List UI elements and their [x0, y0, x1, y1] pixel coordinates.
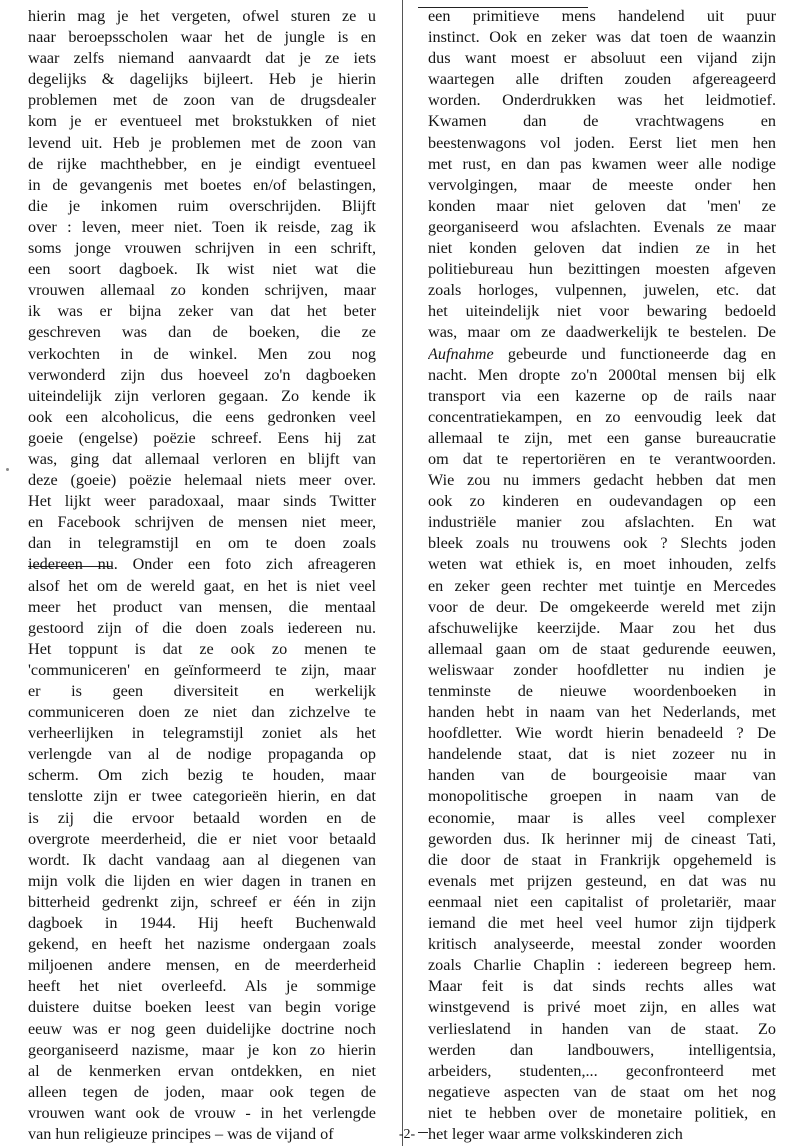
text-line: die je inkomen ruim overschrijden. Blijft: [28, 196, 376, 215]
text-line: naar beroepsscholen waar het de jungle is en: [28, 28, 376, 47]
text-line: verheerlijken in telegramstijl zoniet als het: [28, 724, 376, 743]
text-line: geworden dus. Ik herinner mij de cineast Tati,: [428, 829, 776, 848]
text-line: geschreven was dan de boeken, die ze: [28, 323, 376, 342]
text-line: het uiteindelijk niet voor bewaring bedoeld: [428, 302, 776, 321]
text-line: gestoord zijn of die doen zoals iedereen nu.: [28, 618, 376, 637]
text-line: communiceren doen ze niet dan zichzelve te: [28, 703, 376, 722]
text-line: concentratiekampen, en zo eenvoudig leek dat: [428, 407, 776, 426]
text-line: arbeiders, studenten,... geconfronteerd met: [428, 1061, 776, 1080]
text-line: dagboek in 1944. Hij heeft Buchenwald: [28, 914, 376, 933]
page-number: -2-: [398, 1127, 416, 1142]
text-line: Wie zou nu immers gedacht hebben dat men: [428, 471, 776, 490]
text-line: dus want moest er absoluut een vijand zijn: [428, 49, 776, 68]
text-line: vrouwen allemaal zo konden schrijven, maar: [28, 281, 376, 300]
text-line: scherm. Om zich bezig te houden, maar: [28, 766, 376, 785]
right-text-column: [428, 6, 776, 1145]
text-line: over : leven, meer niet. Toen ik reisde, zag ik: [28, 217, 376, 236]
text-line: hierin mag je het vergeten, ofwel sturen ze u: [28, 7, 376, 25]
text-line: weliswaar zonder hoofdletter nu indien je: [428, 660, 776, 679]
text-line: een soort dagboek. Ik wist niet wat die: [28, 260, 376, 279]
text-line: die door de staat in Frankrijk opgehemeld is: [428, 850, 776, 869]
text-line: was, ging dat allemaal verloren en blijft van: [28, 449, 376, 468]
text-line: verkochten in de winkel. Men zou nog: [28, 344, 376, 363]
text-line: om dat te repertoriëren en te verantwoorden.: [428, 449, 776, 468]
text-line: niet te hebben over de monetaire politiek, en: [428, 1103, 776, 1122]
text-line: degelijks & dagelijks bijleert. Heb je hierin: [28, 70, 376, 89]
text-line: weten wat ethiek is, en moet inhouden, zelfs: [428, 555, 776, 574]
text-line: en zeker geen rechter met tuintje en Mercedes: [428, 576, 776, 595]
text-line: het leger waar arme volkskinderen zich: [428, 1124, 683, 1143]
text-line: negatieve aspecten van de staat om het nog: [428, 1082, 776, 1101]
text-line: konden maar niet geloven dat 'men' ze: [428, 196, 776, 215]
text-line: meer het product van mensen, die mentaal: [28, 597, 376, 616]
text-line: verlengde van al de nodige propaganda op: [28, 745, 376, 764]
text-line: verlieslatend in handen van de staat. Zo: [428, 1019, 776, 1038]
text-line: evenals met prijzen gesteund, en dat was nu: [428, 871, 776, 890]
left-text-column: [28, 6, 376, 1145]
text-line: zoals Charlie Chaplin : iedereen begreep hem.: [428, 956, 776, 975]
text-line: Het toppunt is dat ze ook zo menen te: [28, 639, 376, 658]
text-line: kritisch analyseerde, meestal zonder woorden: [428, 935, 776, 954]
text-line: goeie (engelse) poëzie schreef. Eens hij zat: [28, 428, 376, 447]
text-line: kom je er eventueel met brokstukken of niet: [28, 112, 376, 131]
text-line: wordt. Ik dacht vandaag aan al diegenen van: [28, 850, 376, 869]
text-line: iedereen nu. Onder een foto zich afreageren: [28, 555, 376, 574]
text-line: winstgevend is privé moet zijn, en alles wat: [428, 998, 776, 1017]
text-line: is zij die ervoor betaald worden en de: [28, 808, 376, 827]
text-line: vrouwen want ook de vrouw - in het verlengde: [28, 1103, 376, 1122]
text-line: miljoenen andere mensen, en de meerderheid: [28, 956, 376, 975]
text-line: zoals horloges, vulpennen, juwelen, etc. dat: [428, 281, 776, 300]
text-line: georganiseerd nazisme, maar je kon zo hierin: [28, 1040, 376, 1059]
text-line: werden dan landbouwers, intelligentsia,: [428, 1040, 776, 1059]
text-line: handen hebt in naam van het Nederlands, met: [428, 703, 776, 722]
text-line: worden. Onderdrukken was het leidmotief.: [428, 91, 776, 110]
text-line: tenslotte zijn er twee categorieën hierin, en dat: [28, 787, 376, 806]
text-line: Aufnahme gebeurde und functioneerde dag en: [428, 344, 776, 363]
text-line: waartegen alle driften zouden afgereageerd: [428, 70, 776, 89]
text-line: allemaal gaan om de staat gedurende eeuwen,: [428, 639, 776, 658]
emphasized-word: Aufnahme: [428, 344, 494, 363]
text-line: duistere duitse boeken leest van begin vorige: [28, 998, 376, 1017]
text-line: eenmaal niet een capitalist of proletariër, maar: [428, 892, 776, 911]
text-line: handelende staat, dat is niet zozeer nu in: [428, 745, 776, 764]
column-divider: [402, 0, 403, 1146]
text-line: afschuwelijke keerzijde. Maar zou het dus: [428, 618, 776, 637]
scan-speck: [6, 468, 9, 471]
text-line: er is geen diversiteit en werkelijk: [28, 682, 376, 700]
text-line: ik was er bijna zeker van dat het beter: [28, 302, 376, 321]
text-line: eeuw was er nog geen duidelijke doctrine noch: [28, 1019, 376, 1038]
text-line: alleen tegen de joden, maar ook tegen de: [28, 1082, 376, 1101]
text-line: 'communiceren' en geïnformeerd te zijn, maar: [28, 660, 376, 679]
text-line: levend uit. Heb je problemen met de zoon van: [28, 133, 376, 152]
text-line: iemand die met heel veel humor zijn tijdperk: [428, 914, 776, 933]
text-line: tenminste de nieuwe woordenboeken in: [428, 682, 776, 700]
text-line: al de kenmerken ervan ontdekken, en niet: [28, 1061, 376, 1080]
text-line: instinct. Ook en zeker was dat toen de waanzin: [428, 28, 776, 47]
text-line: met rust, en dan pas kwamen weer alle nodige: [428, 154, 776, 173]
text-line: mijn volk die lijden en wier dagen in tranen en: [28, 871, 376, 890]
text-line: in de gevangenis met boetes en/of belastingen,: [28, 175, 376, 194]
text-line: Maar feit is dat sinds rechts alles wat: [428, 977, 776, 996]
text-line: allemaal te zijn, met een ganse bureaucratie: [428, 428, 776, 447]
text-line: deze (goeie) poëzie helemaal niets meer over.: [28, 471, 376, 490]
text-line: ook een alcoholicus, die eens gedronken veel: [28, 407, 376, 426]
text-line: soms jonge vrouwen schrijven in een schrift,: [28, 239, 376, 258]
text-line: een primitieve mens handelend uit puur: [428, 7, 776, 25]
text-line: verwonderd zijn dus hoeveel zo'n dagboeken: [28, 365, 376, 384]
text-line: nacht. Men dropte zo'n 2000tal mensen bij elk: [428, 365, 776, 384]
text-line: industriële manier zou afslachten. En wat: [428, 513, 776, 532]
text-line: van hun religieuze principes – was de vijand of: [28, 1124, 334, 1143]
text-line: monopolitische groepen in naam van de: [428, 787, 776, 806]
text-line: alsof het om de wereld gaat, en het is niet veel: [28, 576, 376, 595]
text-line: vervolgingen, maar de meeste onder hen: [428, 175, 776, 194]
text-line: dan in telegramstijl en om te doen zoals: [28, 534, 376, 553]
text-line: voor de deur. De omgekeerde wereld met zijn: [428, 597, 776, 616]
text-line: Kwamen dan de vrachtwagens en: [428, 112, 776, 131]
text-line: problemen met de zoon van de drugsdealer: [28, 91, 376, 110]
text-line: was, maar om ze daadwerkelijk te bestelen. De: [428, 323, 776, 342]
text-line: georganiseerd wou afslachten. Evenals ze maar: [428, 217, 776, 236]
text-line: en Facebook schrijven de mensen niet meer,: [28, 513, 376, 532]
text-line: beestenwagons vol joden. Eerst liet men hen: [428, 133, 776, 152]
text-line: handen van de bourgeoisie maar van: [428, 766, 776, 785]
text-line: politiebureau hun bezittingen moesten afgeven: [428, 260, 776, 279]
text-line: transport via een kazerne op de rails naar: [428, 386, 776, 405]
text-line: bleek zoals nu trouwens ook ? Slechts joden: [428, 534, 776, 553]
text-line: hoofdletter. Wie wordt hierin benadeeld ? De: [428, 724, 776, 743]
text-line: ook zo kinderen en oudevandagen op een: [428, 492, 776, 511]
text-line: de rijke machthebber, en je eindigt eventueel: [28, 154, 376, 173]
text-line: Het lijkt weer paradoxaal, maar sinds Twitter: [28, 492, 376, 511]
text-line: economie, maar is alles veel complexer: [428, 808, 776, 827]
text-line: uiteindelijk zijn verloren gegaan. Zo kende ik: [28, 386, 376, 405]
text-line: gekend, en heeft het nazisme ondergaan zoals: [28, 935, 376, 954]
text-line: waar zelfs niemand aanvaardt dat je ze iets: [28, 49, 376, 68]
text-line: bitterheid gedrenkt zijn, schreef er één in zijn: [28, 892, 376, 911]
text-line: overgrote meerderheid, die er niet voor betaald: [28, 829, 376, 848]
text-line: heeft het niet overleefd. Als je sommige: [28, 977, 376, 996]
text-line: niet konden geloven dat indien ze in het: [428, 239, 776, 258]
